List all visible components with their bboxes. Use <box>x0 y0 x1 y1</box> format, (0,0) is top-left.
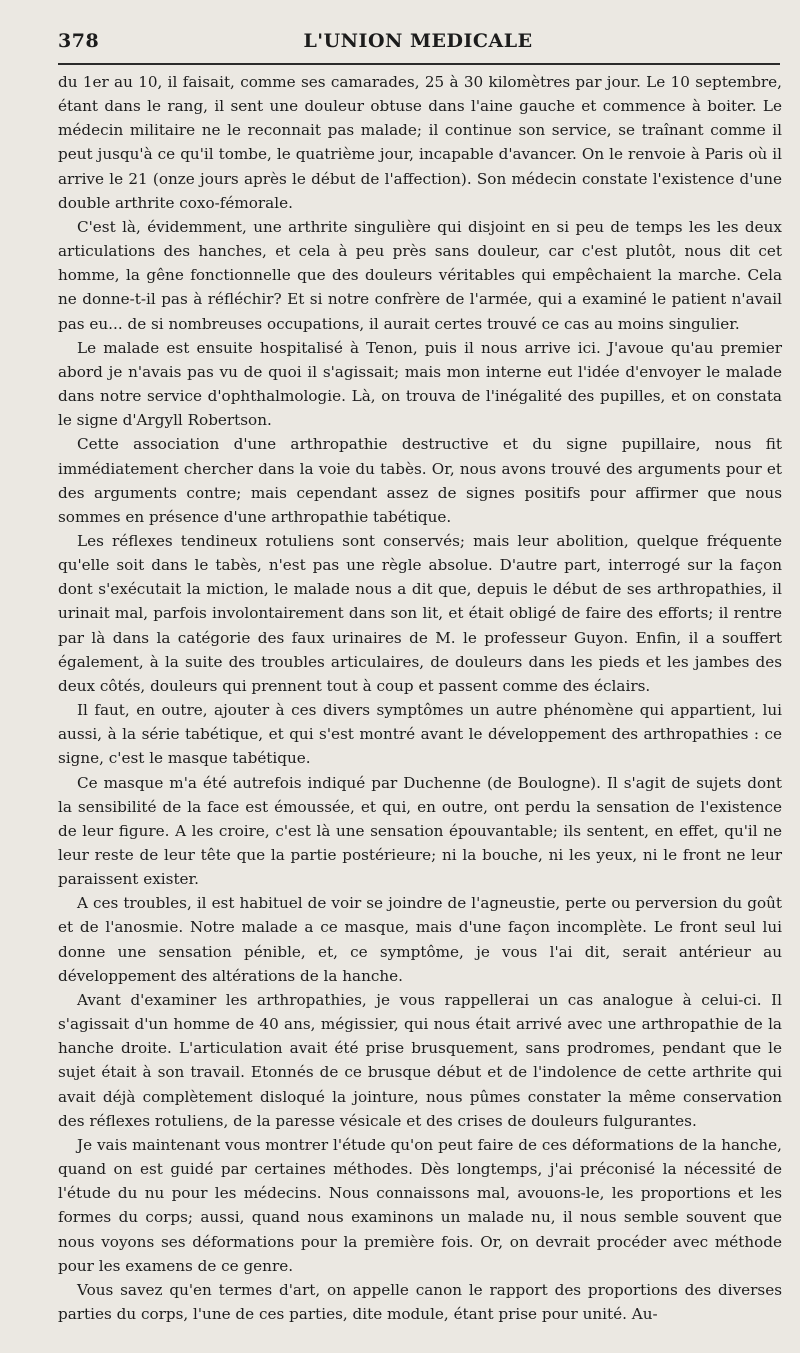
page-number: 378 <box>58 30 100 52</box>
paragraph: Je vais maintenant vous montrer l'étude qu'on peut faire de ces déformations de la hanche, quand on est guidé par certaines méthodes. Dès longtemps, j'ai préconisé la nécessité de l'étude du nu pour les médecins. Nous connaissons mal, avouons-le, les proportions et les formes du corps; aussi, quand nous examinons un malade nu, il nous semble souvent que nous voyons ses déformations pour la première fois. Or, on devrait procéder avec méthode pour les examens de ce genre. <box>58 1135 782 1275</box>
paragraph: Les réflexes tendineux rotuliens sont conservés; mais leur abolition, quelque fréquente qu'elle soit dans le tabès, n'est pas une règle absolue. D'autre part, interrogé sur la façon dont s'exécutait la miction, le malade nous a dit que, depuis le début de ses arthropathies, il urinait mal, parfois involontairement dans son lit, et était obligé de faire des efforts; il rentre par là dans la catégorie des faux urinaires de M. le professeur Guyon. Enfin, il a souffert également, à la suite des troubles articulaires, de douleurs dans les pieds et les jambes des deux côtés, douleurs qui prennent tout à coup et passent comme des éclairs. <box>58 531 782 695</box>
paragraph: Ce masque m'a été autrefois indiqué par Duchenne (de Boulogne). Il s'agit de sujets dont la sensibilité de la face est émoussée, et qui, en outre, ont perdu la sensation de l'existence de leur figure. A les croire, c'est là une sensation épouvantable; ils sentent, en effet, qu'il ne leur reste de leur tête que la partie postérieure; ni la bouche, ni les yeux, ni le front ne leur paraissent exister. <box>58 773 782 889</box>
running-title: L'UNION MEDICALE <box>303 30 533 52</box>
paragraph: du 1er au 10, il faisait, comme ses camarades, 25 à 30 kilomètres par jour. Le 10 septembre, étant dans le rang, il sent une douleur obtuse dans l'aine gauche et commence à boiter. Le médecin militaire ne le reconnait pas malade; il continue son service, se traînant comme il peut jusqu'à ce qu'il tombe, le quatrième jour, incapable d'avancer. On le renvoie à Paris où il arrive le 21 (onze jours après le début de l'affection). Son médecin constate l'existence d'une double arthrite coxo-fémorale. <box>58 73 782 212</box>
paragraph: Avant d'examiner les arthropathies, je vous rappellerai un cas analogue à celui-ci. Il s'agissait d'un homme de 40 ans, mégissier, qui nous était arrivé avec une arthropathie de la hanche droite. L'articulation avait été prise brusquement, sans prodromes, pendant que le sujet était à son travail. Etonnés de ce brusque début et de l'indolence de cette arthrite qui avait déjà complètement disloqué la jointure, nous pûmes constater la même conservation des réflexes rotuliens, de la paresse vésicale et des crises de douleurs fulgurantes. <box>58 990 782 1130</box>
paragraph: Cette association d'une arthropathie destructive et du signe pupillaire, nous fit immédiatement chercher dans la voie du tabès. Or, nous avons trouvé des arguments pour et des arguments contre; mais cependant assez de signes positifs pour affirmer que nous sommes en présence d'une arthropathie tabétique. <box>58 435 782 526</box>
paragraph: Le malade est ensuite hospitalisé à Tenon, puis il nous arrive ici. J'avoue qu'au premier abord je n'avais pas vu de quoi il s'agissait; mais mon interne eut l'idée d'envoyer le malade dans notre service d'ophthalmologie. Là, on trouva de l'inégalité des pupilles, et on constata le signe d'Argyll Robertson. <box>58 338 782 430</box>
page-header <box>58 26 778 60</box>
article-body <box>58 70 782 1326</box>
paragraph: C'est là, évidemment, une arthrite singulière qui disjoint en si peu de temps les les deux articulations des hanches, et cela à peu près sans douleur, car c'est plutôt, nous dit cet homme, la gêne fonctionnelle que des douleurs véritables qui empêchaient la marche. Cela ne donne-t-il pas à réfléchir? Et si notre confrère de l'armée, qui a examiné le patient n'avail pas eu... de si nombreuses occupations, il aurait certes trouvé ce cas au moins singulier. <box>58 217 782 333</box>
header-rule <box>58 63 780 65</box>
paragraph: Il faut, en outre, ajouter à ces divers symptômes un autre phénomène qui appartient, lui aussi, à la série tabétique, et qui s'est montré avant le développement des arthropathies : ce signe, c'est le masque tabétique. <box>58 701 782 768</box>
paragraph: Vous savez qu'en termes d'art, on appelle canon le rapport des proportions des diverses parties du corps, l'une de ces parties, dite module, étant prise pour unité. Au- <box>58 1280 782 1323</box>
paragraph: A ces troubles, il est habituel de voir se joindre de l'agneustie, perte ou perversion du goût et de l'anosmie. Notre malade a ce masque, mais d'une façon incomplète. Le front seul lui donne une sensation pénible, et, ce symptôme, je vous l'ai dit, serait antérieur au développement des altérations de la hanche. <box>58 894 782 985</box>
